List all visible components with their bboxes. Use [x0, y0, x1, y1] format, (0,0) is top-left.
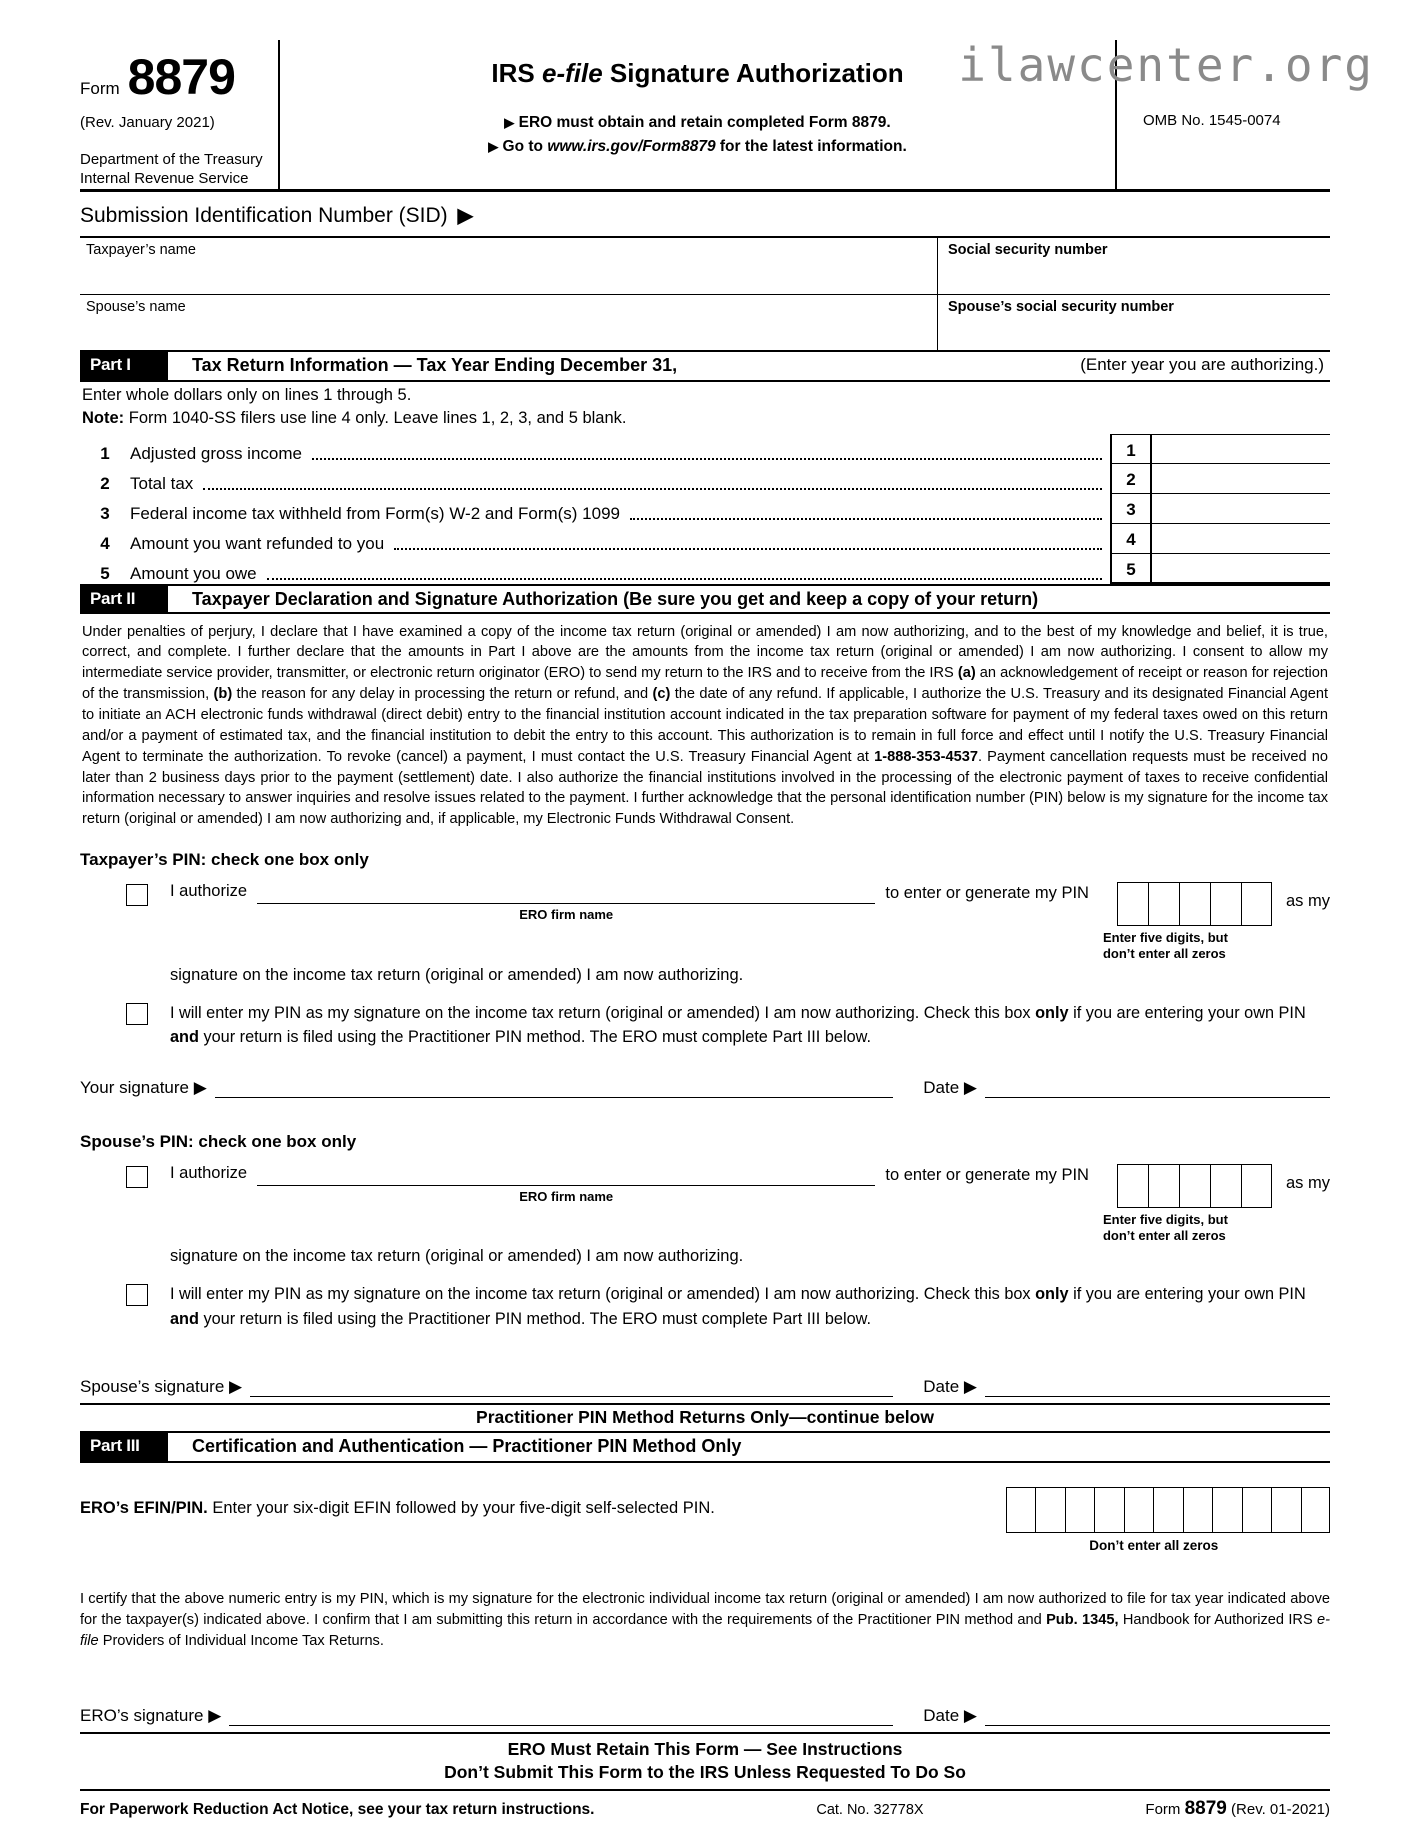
sid-arrow-icon: ▶ — [457, 205, 474, 227]
line-2-amount-input[interactable] — [1152, 464, 1330, 494]
spouse-signature-label — [80, 1377, 242, 1397]
spouse-as-my-text: as my — [1285, 1173, 1330, 1192]
form-revision-date: (Rev. January 2021) — [80, 114, 215, 131]
taxpayer-pin-note-line-2: don’t enter all zeros — [1102, 945, 1226, 961]
taxpayer-pin-heading: Taxpayer’s PIN: check one box only — [80, 850, 369, 870]
spouse-signature-arrow-icon: ▶ — [229, 1377, 243, 1397]
bullet-2-post: for the latest information. — [715, 138, 907, 156]
taxpayer-name-label: Taxpayer’s name — [86, 241, 196, 258]
part-1-header — [80, 352, 1330, 382]
taxpayer-ero-firm-field[interactable] — [257, 882, 875, 922]
bullet-arrow-icon: ▶ — [504, 115, 515, 130]
part-1-title: Tax Return Information — Tax Year Ending December 31, — [192, 354, 678, 375]
omb-number: OMB No. 1545-0074 — [1143, 112, 1281, 129]
ero-signature-arrow-icon: ▶ — [208, 1705, 222, 1725]
irs-url-link[interactable]: www.irs.gov/Form8879 — [547, 138, 716, 156]
taxpayer-authorize-checkbox[interactable] — [126, 884, 148, 906]
line-3-box-number: 3 — [1110, 494, 1152, 524]
line-1-box-number: 1 — [1110, 434, 1152, 464]
taxpayer-pin-digit-3[interactable] — [1179, 882, 1210, 926]
spouse-signature-continuation: signature on the income tax return (original or amended) I am now authorizing. — [170, 1247, 744, 1266]
ero-pin-digit-4[interactable] — [1271, 1487, 1301, 1533]
form-word-label: Form — [80, 79, 120, 98]
your-signature-arrow-icon: ▶ — [193, 1077, 207, 1097]
department-line-2: Internal Revenue Service — [80, 169, 249, 187]
line-4-box-number: 4 — [1110, 524, 1152, 554]
ero-efin-bold-label: ERO’s EFIN/PIN. — [80, 1499, 208, 1518]
taxpayer-signature-row — [80, 1078, 1330, 1098]
perjury-declaration-paragraph — [80, 614, 1330, 831]
perjury-seg-1: Under penalties of perjury, I declare that I have examined a copy of the income tax return (original or amended) I am now authorizing, and to the best of my knowledge and belief, it is true, correct, and complete. I further declare that the amounts in Part I above are the amounts from the income tax return (original or amended) I am now authorizing. I consent to allow my intermediate service provider, transmitter, or electronic return originator (ERO) to send my return to the IRS and to receive from the IRS — [82, 623, 1328, 682]
your-signature-label — [80, 1078, 207, 1098]
part-2-tag: Part II — [80, 586, 168, 612]
spouse-own-pin-text — [170, 1282, 1330, 1331]
sid-label: Submission Identification Number (SID) — [80, 203, 448, 227]
line-4-leader — [394, 548, 1102, 550]
form-number: 8879 — [127, 49, 235, 105]
ero-pin-digit-1[interactable] — [1183, 1487, 1213, 1533]
part-3-header — [80, 1433, 1330, 1463]
taxpayer-pin-note — [1103, 926, 1272, 962]
ero-signature-row — [80, 1706, 1330, 1726]
own-pin-seg-c: your return is filed using the Practitioner PIN method. The ERO must complete Part III below. — [198, 1028, 872, 1047]
line-row-3 — [80, 494, 1330, 524]
perjury-seg-4: the date of any refund. If applicable, I authorize the U.S. Treasury and its designated Financial Agent to initiate an ACH electronic funds withdrawal (direct debit) entry to the financial institution account indicated in the tax preparation software for payment of my federal taxes owed on this return and/or a payment of estimated tax, and the financial institution to debit the entry to this account. This authorization is to remain in full force and effect until I notify the U.S. Treasury Financial Agent to terminate the authorization. To revoke (cancel) a payment, I must contact the U.S. Treasury Financial Agent at — [82, 686, 1329, 765]
taxpayer-own-pin-row — [80, 1001, 1330, 1050]
line-5-label: Amount you owe — [130, 563, 257, 583]
part-1-year-note: (Enter year you are authorizing.) — [1080, 354, 1324, 374]
line-5-number: 5 — [100, 563, 110, 583]
your-date-label — [923, 1078, 977, 1098]
perjury-marker-c: (c) — [652, 686, 671, 703]
spouse-own-pin-only-word: only — [1035, 1285, 1069, 1304]
ero-date-label — [923, 1706, 977, 1726]
taxpayer-authorize-row — [80, 882, 1330, 962]
line-2-label: Total tax — [130, 473, 194, 493]
ero-efin-digit-2[interactable] — [1035, 1487, 1065, 1533]
spouse-pin-digit-group — [1103, 1164, 1272, 1244]
perjury-seg-3: the reason for any delay in processing the return or refund, and — [232, 686, 653, 703]
part-2-title: Taxpayer Declaration and Signature Authorization (Be sure you get and keep a copy of your return) — [192, 588, 1039, 609]
taxpayer-to-enter-text: to enter or generate my PIN — [885, 884, 1089, 903]
ero-signature-label-text: ERO’s signature — [80, 1705, 204, 1725]
spouse-signature-input[interactable] — [250, 1377, 893, 1397]
perjury-marker-a: (a) — [957, 665, 976, 682]
perjury-seg-2: an acknowledgement of receipt or reason for rejection of the transmission, — [82, 665, 1328, 703]
your-signature-label-text: Your signature — [80, 1077, 190, 1097]
line-row-1 — [80, 434, 1330, 464]
spouse-pin-heading: Spouse’s PIN: check one box only — [80, 1131, 357, 1151]
line-3-number: 3 — [100, 503, 110, 523]
retain-band-line-1: ERO Must Retain This Form — See Instructions — [507, 1738, 903, 1759]
line-3-label: Federal income tax withheld from Form(s) W-2 and Form(s) 1099 — [130, 503, 621, 523]
part-1-tag: Part I — [80, 352, 168, 380]
line-1-number: 1 — [100, 443, 110, 463]
taxpayer-own-pin-checkbox[interactable] — [126, 1003, 148, 1025]
spouse-pin-digit-4[interactable] — [1210, 1164, 1241, 1208]
taxpayer-name-row — [80, 238, 1330, 295]
spouse-pin-digit-5[interactable] — [1241, 1164, 1272, 1208]
line-4-label: Amount you want refunded to you — [130, 533, 385, 553]
line-4-number: 4 — [100, 533, 110, 553]
bullet-goto-url — [290, 135, 1105, 159]
spouse-ssn-field[interactable] — [938, 295, 1330, 350]
ero-efin-instruction — [80, 1487, 715, 1518]
retain-band-line-2: Don’t Submit This Form to the IRS Unless Requested To Do So — [444, 1761, 966, 1782]
ssn-label: Social security number — [948, 241, 1108, 258]
line-2-number: 2 — [100, 473, 110, 493]
spouse-own-pin-seg-c: your return is filed using the Practitioner PIN method. The ERO must complete Part III below. — [198, 1309, 872, 1328]
line-5-leader — [267, 578, 1102, 580]
spouse-to-enter-text: to enter or generate my PIN — [885, 1165, 1089, 1184]
treasury-phone-number: 1-888-353-4537 — [874, 748, 978, 765]
taxpayer-as-my-text: as my — [1285, 892, 1330, 911]
ero-pin-digit-2[interactable] — [1212, 1487, 1242, 1533]
spouse-own-pin-seg-b: if you are entering your own PIN — [1068, 1285, 1306, 1304]
line-row-2 — [80, 464, 1330, 494]
ero-signature-input[interactable] — [229, 1706, 893, 1726]
practitioner-pin-band: Practitioner PIN Method Returns Only—continue below — [80, 1403, 1330, 1433]
spouse-authorize-row — [80, 1164, 1330, 1244]
line-1-amount-input[interactable] — [1152, 434, 1330, 464]
spouse-authorize-checkbox[interactable] — [126, 1166, 148, 1188]
line-4-amount-input[interactable] — [1152, 524, 1330, 554]
taxpayer-pin-boxes — [1117, 882, 1272, 926]
spouse-signature-label-text: Spouse’s signature — [80, 1377, 225, 1397]
header-bullets — [290, 111, 1105, 159]
spouse-pin-note-line-2: don’t enter all zeros — [1102, 1227, 1226, 1243]
catalog-number: Cat. No. 32778X — [816, 1802, 924, 1819]
line-5-box-number: 5 — [1110, 554, 1152, 584]
footer-form-number: 8879 — [1184, 1798, 1227, 1820]
ssn-field[interactable] — [938, 238, 1330, 294]
spouse-own-pin-and-word: and — [170, 1309, 199, 1328]
line-row-5 — [80, 554, 1330, 584]
taxpayer-ero-firm-caption: ERO firm name — [519, 907, 614, 923]
ero-signature-label — [80, 1706, 221, 1726]
ero-efin-pin-row — [80, 1487, 1330, 1553]
part-3-title: Certification and Authentication — Practitioner PIN Method Only — [192, 1436, 742, 1457]
department-line-1: Department of the Treasury — [80, 151, 263, 168]
bullet-ero-retain — [290, 111, 1105, 135]
spouse-ssn-label: Spouse’s social security number — [948, 298, 1174, 315]
perjury-seg-5: . Payment cancellation requests must be received no later than 2 business days prior to the payment (settlement) date. I also authorize the financial institutions involved in the processing of the electronic payment of taxes to receive confidential information necessary to answer inquiries and resolve issues related to the payment. I further acknowledge that the personal identification number (PIN) below is my signature for the income tax return (original or amended) I am now authorizing and, if applicable, my Electronic Funds Withdrawal Consent. — [82, 748, 1329, 828]
spouse-name-label: Spouse’s name — [86, 298, 186, 315]
spouse-pin-digit-1[interactable] — [1117, 1164, 1148, 1208]
spouse-pin-note-line-1: Enter five digits, but — [1102, 1211, 1228, 1227]
taxpayer-authorize-label: I authorize — [170, 882, 248, 901]
title-efile: e-file — [541, 58, 603, 88]
spouse-ero-firm-caption: ERO firm name — [519, 1188, 614, 1204]
bullet-2-pre: Go to — [502, 138, 548, 156]
spouse-date-arrow-icon: ▶ — [963, 1377, 977, 1397]
spouse-signature-row — [80, 1377, 1330, 1397]
own-pin-seg-b: if you are entering your own PIN — [1068, 1003, 1306, 1022]
ero-efin-digit-6[interactable] — [1153, 1487, 1183, 1533]
taxpayer-pin-digit-5[interactable] — [1241, 882, 1272, 926]
own-pin-only-word: only — [1035, 1003, 1069, 1022]
line-2-leader — [203, 488, 1102, 490]
bullet-arrow-icon-2: ▶ — [488, 139, 499, 155]
spouse-ero-firm-field[interactable] — [257, 1164, 875, 1204]
taxpayer-ero-firm-input[interactable] — [257, 882, 875, 904]
certify-seg-2: Handbook for Authorized IRS — [1118, 1612, 1318, 1629]
spouse-pin-boxes — [1117, 1164, 1272, 1208]
spouse-pin-note — [1103, 1208, 1272, 1244]
certify-seg-3: Providers of Individual Income Tax Returns. — [98, 1633, 384, 1649]
bullet-1-text: ERO must obtain and retain completed Form 8879. — [518, 114, 891, 131]
taxpayer-pin-digit-group — [1103, 882, 1272, 962]
spouse-own-pin-seg-a: I will enter my PIN as my signature on the income tax return (original or amended) I am now authorizing. Check this box — [170, 1285, 1036, 1304]
ero-date-input[interactable] — [985, 1706, 1330, 1726]
sid-row — [80, 192, 1330, 238]
taxpayer-pin-digit-1[interactable] — [1117, 882, 1148, 926]
ero-efin-body-text: Enter your six-digit EFIN followed by your five-digit self-selected PIN. — [207, 1499, 715, 1518]
paperwork-notice-text: For Paperwork Reduction Act Notice, see your tax return instructions. — [80, 1801, 595, 1819]
pub-1345-reference: Pub. 1345, — [1046, 1612, 1119, 1629]
certify-seg-1: I certify that the above numeric entry is my PIN, which is my signature for the electronic individual income tax return (original or amended) I am now authorized to file for tax year indicated above for the taxpayer(s) indicated above. I confirm that I am submitting this return in accordance with the requirements of the Practitioner PIN method and — [80, 1591, 1330, 1629]
line-2-box-number: 2 — [1110, 464, 1152, 494]
part-1-lines — [80, 434, 1330, 584]
your-signature-input[interactable] — [215, 1078, 893, 1098]
ero-date-arrow-icon: ▶ — [963, 1705, 977, 1725]
spouse-pin-digit-3[interactable] — [1179, 1164, 1210, 1208]
spouse-pin-digit-2[interactable] — [1148, 1164, 1179, 1208]
part-1-instruction: Enter whole dollars only on lines 1 through 5. — [82, 385, 412, 404]
spouse-date-label — [923, 1377, 977, 1397]
line-row-4 — [80, 524, 1330, 554]
line-5-amount-input[interactable] — [1152, 554, 1330, 584]
line-1-leader — [312, 458, 1102, 460]
ero-efin-digit-3[interactable] — [1065, 1487, 1095, 1533]
spouse-ero-firm-input[interactable] — [257, 1164, 875, 1186]
form-footer — [80, 1791, 1330, 1820]
ero-efin-digit-group — [978, 1487, 1331, 1553]
line-3-leader — [630, 518, 1102, 520]
spouse-authorize-label: I authorize — [170, 1163, 248, 1182]
ero-pin-digit-5[interactable] — [1301, 1487, 1331, 1533]
ero-date-label-text: Date — [923, 1705, 960, 1725]
title-part-b: Signature Authorization — [602, 58, 904, 88]
title-part-a: IRS — [491, 58, 542, 88]
note-bold-label: Note: — [82, 408, 125, 427]
spouse-own-pin-checkbox[interactable] — [126, 1284, 148, 1306]
taxpayer-own-pin-text — [170, 1001, 1330, 1050]
taxpayer-signature-continuation: signature on the income tax return (original or amended) I am now authorizing. — [170, 965, 744, 984]
part-2-header — [80, 584, 1330, 614]
header-left-block — [80, 40, 280, 189]
taxpayer-name-field[interactable] — [80, 238, 938, 294]
ero-efin-note: Don’t enter all zeros — [1089, 1538, 1219, 1554]
part-1-note — [80, 405, 1330, 428]
taxpayer-pin-digit-4[interactable] — [1210, 882, 1241, 926]
perjury-marker-b: (b) — [213, 686, 233, 703]
spouse-date-label-text: Date — [923, 1377, 960, 1397]
own-pin-seg-a: I will enter my PIN as my signature on the income tax return (original or amended) I am now authorizing. Check this box — [170, 1003, 1036, 1022]
own-pin-and-word: and — [170, 1028, 199, 1047]
line-1-label: Adjusted gross income — [130, 443, 302, 463]
ero-efin-digit-5[interactable] — [1124, 1487, 1154, 1533]
footer-form-revision: (Rev. 01-2021) — [1226, 1801, 1330, 1819]
ero-efin-digit-4[interactable] — [1094, 1487, 1124, 1533]
line-3-amount-input[interactable] — [1152, 494, 1330, 524]
spouse-own-pin-row — [80, 1282, 1330, 1331]
your-date-label-text: Date — [923, 1077, 960, 1097]
ero-pin-digit-3[interactable] — [1242, 1487, 1272, 1533]
certify-efile-italic: e-file — [80, 1612, 1330, 1649]
taxpayer-pin-note-line-1: Enter five digits, but — [1102, 930, 1228, 946]
footer-form-word: Form — [1145, 1801, 1185, 1819]
part-3-tag: Part III — [80, 1433, 168, 1461]
your-date-input[interactable] — [985, 1078, 1330, 1098]
site-watermark: ilawcenter.org — [958, 38, 1374, 92]
ero-certification-paragraph — [80, 1589, 1330, 1652]
spouse-date-input[interactable] — [985, 1377, 1330, 1397]
spouse-name-field[interactable] — [80, 295, 938, 350]
your-date-arrow-icon: ▶ — [963, 1077, 977, 1097]
taxpayer-pin-digit-2[interactable] — [1148, 882, 1179, 926]
ero-efin-boxes — [1006, 1487, 1331, 1533]
note-body-text: Form 1040-SS filers use line 4 only. Leave lines 1, 2, 3, and 5 blank. — [124, 408, 627, 427]
ero-retain-band — [80, 1732, 1330, 1791]
footer-form-reference — [1145, 1798, 1330, 1820]
spouse-name-row — [80, 295, 1330, 352]
ero-efin-digit-1[interactable] — [1006, 1487, 1036, 1533]
